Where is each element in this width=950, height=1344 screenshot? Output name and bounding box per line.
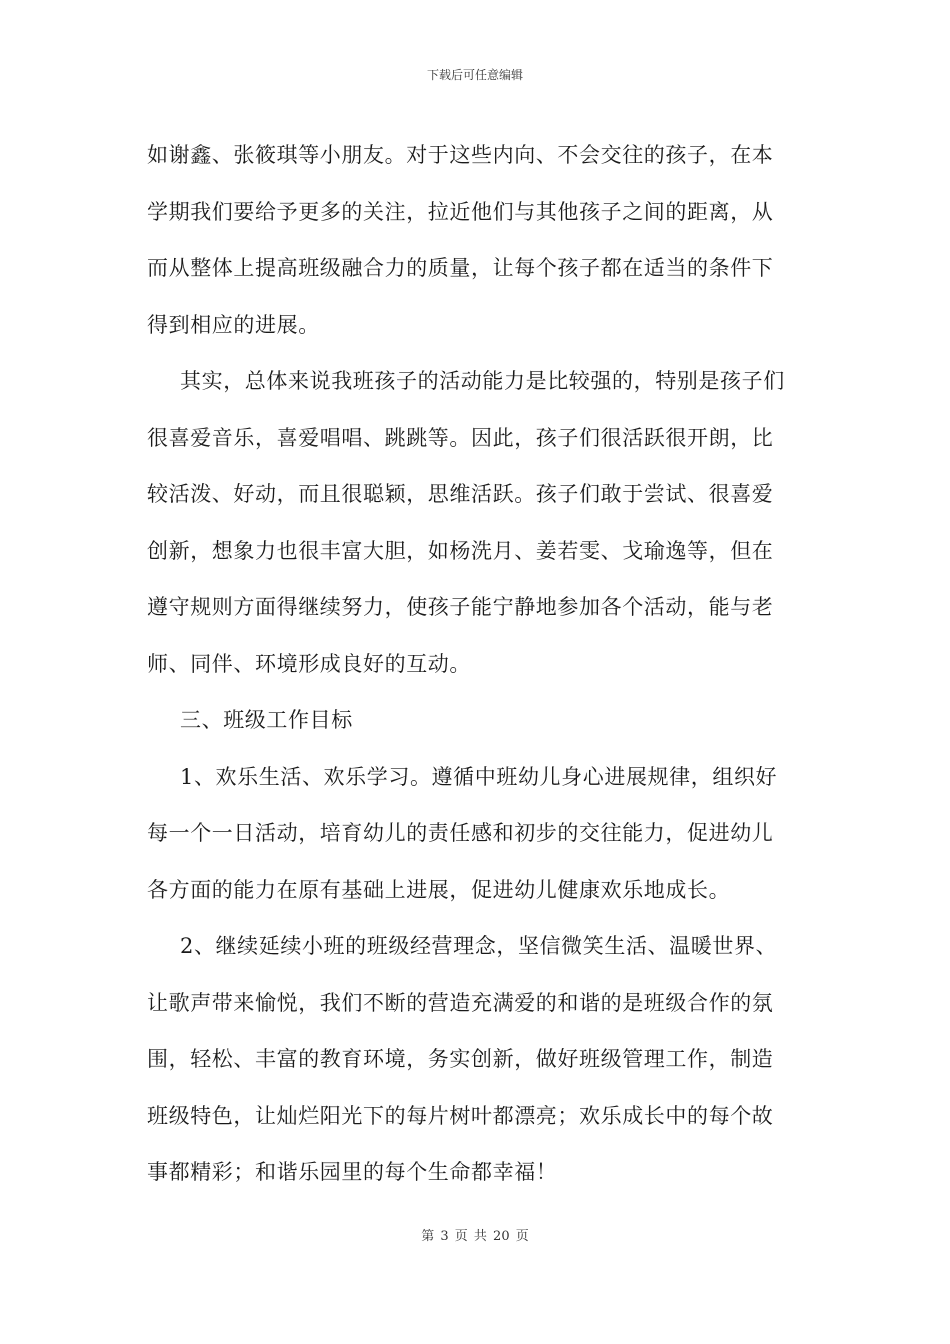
text-line: 遵守规则方面得继续努力，使孩子能宁静地参加各个活动，能与老: [147, 595, 774, 619]
paragraph: [147, 353, 810, 692]
text-line: 而从整体上提高班级融合力的质量，让每个孩子都在适当的条件下: [147, 256, 774, 280]
text-line: 其实，总体来说我班孩子的活动能力是比较强的，特别是孩子们: [180, 369, 785, 393]
document-body: [147, 127, 810, 1201]
text-line: 很喜爱音乐，喜爱唱唱、跳跳等。因此，孩子们很活跃很开朗，比: [147, 425, 774, 450]
text-line: 围，轻松、丰富的教育环境，务实创新，做好班级管理工作，制造: [147, 1047, 774, 1071]
text-line: 2、继续延续小班的班级经营理念，坚信微笑生活、温暖世界、: [180, 934, 778, 958]
page-footer: 第 3 页 共 20 页: [421, 1229, 529, 1244]
text-line: 师、同伴、环境形成良好的互动。: [147, 651, 471, 676]
heading-line: 三、班级工作目标: [180, 708, 353, 732]
text-line: 事都精彩；和谐乐园里的每个生命都幸福！: [147, 1160, 558, 1184]
paragraph: [147, 749, 810, 919]
page-header: 下载后可任意编辑: [426, 68, 523, 82]
text-line: 1、欢乐生活、欢乐学习。遵循中班幼儿身心进展规律，组织好: [180, 764, 778, 789]
text-line: 让歌声带来愉悦，我们不断的营造充满爱的和谐的是班级合作的氛: [147, 990, 774, 1015]
text-line: 每一个一日活动，培育幼儿的责任感和初步的交往能力，促进幼儿: [147, 821, 774, 845]
text-line: 得到相应的进展。: [147, 312, 320, 337]
text-line: 如谢鑫、张筱琪等小朋友。对于这些内向、不会交往的孩子，在本: [147, 143, 774, 167]
text-line: 较活泼、好动，而且很聪颖，思维活跃。孩子们敢于尝试、很喜爱: [147, 482, 774, 506]
text-line: 班级特色，让灿烂阳光下的每片树叶都漂亮；欢乐成长中的每个故: [147, 1103, 774, 1128]
text-line: 创新，想象力也很丰富大胆，如杨洗月、姜若雯、戈瑜逸等，但在: [147, 538, 774, 563]
paragraph: [147, 127, 810, 353]
paragraph: [147, 918, 810, 1201]
section-heading: [147, 692, 810, 749]
text-line: 各方面的能力在原有基础上进展，促进幼儿健康欢乐地成长。: [147, 877, 731, 902]
text-line: 学期我们要给予更多的关注，拉近他们与其他孩子之间的距离，从: [147, 199, 774, 224]
